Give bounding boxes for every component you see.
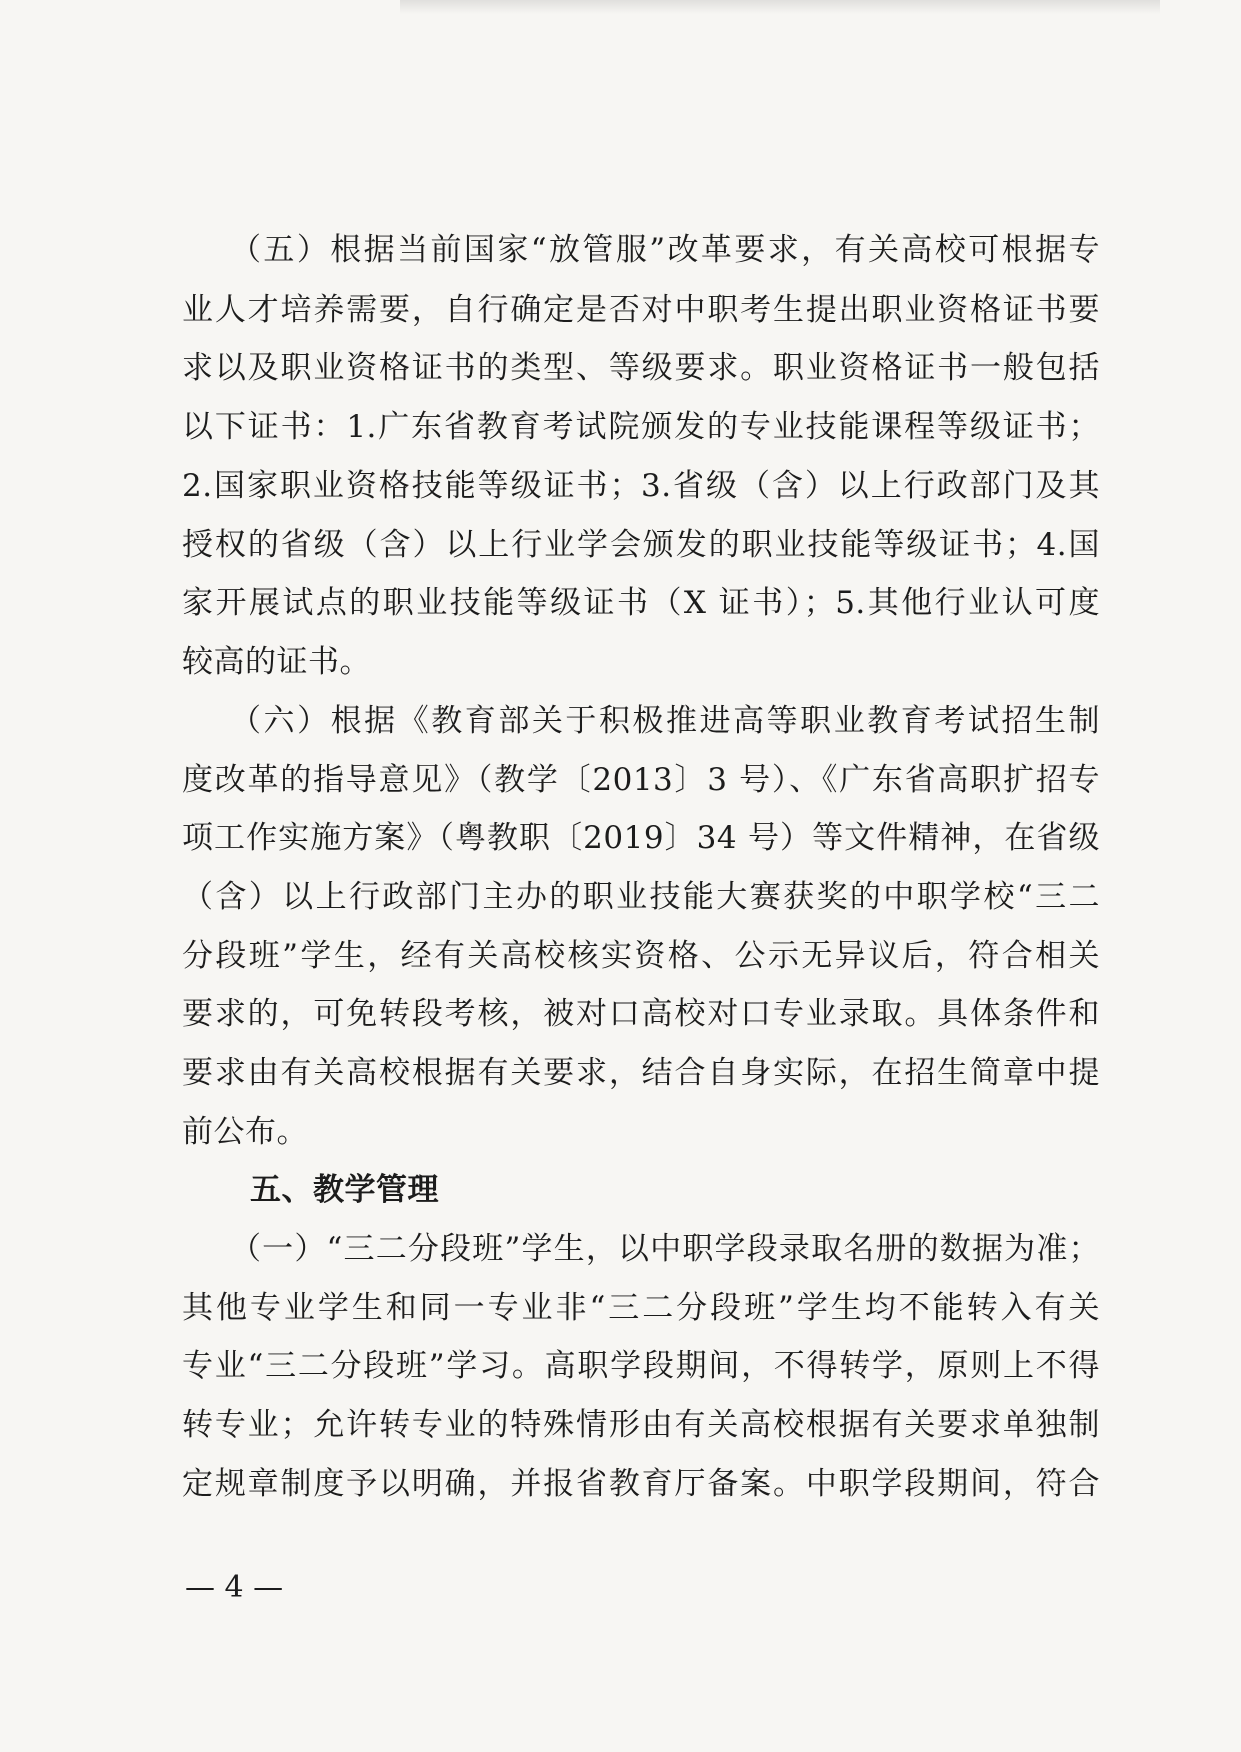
text-line-22: 定规章制度予以明确，并报省教育厅备案。中职学段期间，符合 (182, 1466, 1100, 1502)
text-line-8: 较高的证书。 (182, 644, 371, 680)
page-number: — 4 — (185, 1570, 284, 1605)
text-line-11: 项工作实施方案》（粤教职〔2019〕34 号）等文件精神，在省级 (182, 820, 1100, 856)
text-line-9: （六）根据《教育部关于积极推进高等职业教育考试招生制 (230, 703, 1100, 739)
text-line-16: 前公布。 (182, 1114, 308, 1150)
text-line-15: 要求由有关高校根据有关要求，结合自身实际，在招生简章中提 (182, 1055, 1100, 1091)
text-line-21: 转专业；允许转专业的特殊情形由有关高校根据有关要求单独制 (182, 1407, 1100, 1443)
text-line-13: 分段班”学生，经有关高校核实资格、公示无异议后，符合相关 (182, 938, 1100, 974)
text-line-4: 以下证书：1.广东省教育考试院颁发的专业技能课程等级证书； (182, 409, 1100, 445)
text-line-20: 专业“三二分段班”学习。高职学段期间，不得转学，原则上不得 (182, 1348, 1100, 1384)
text-line-6: 授权的省级（含）以上行业学会颁发的职业技能等级证书；4.国 (182, 527, 1100, 563)
text-line-2: 业人才培养需要，自行确定是否对中职考生提出职业资格证书要 (182, 292, 1100, 328)
text-line-5: 2.国家职业资格技能等级证书；3.省级（含）以上行政部门及其 (182, 468, 1100, 504)
scan-edge-shadow (400, 0, 1160, 14)
text-line-1: （五）根据当前国家“放管服”改革要求，有关高校可根据专 (230, 232, 1100, 268)
text-line-19: 其他专业学生和同一专业非“三二分段班”学生均不能转入有关 (182, 1290, 1100, 1326)
text-line-18: （一）“三二分段班”学生，以中职学段录取名册的数据为准； (230, 1231, 1100, 1267)
text-line-12: （含）以上行政部门主办的职业技能大赛获奖的中职学校“三二 (182, 879, 1100, 915)
text-line-14: 要求的，可免转段考核，被对口高校对口专业录取。具体条件和 (182, 996, 1100, 1032)
text-line-7: 家开展试点的职业技能等级证书（X 证书）；5.其他行业认可度 (182, 585, 1100, 621)
text-line-3: 求以及职业资格证书的类型、等级要求。职业资格证书一般包括 (182, 350, 1100, 386)
section-heading: 五、教学管理 (250, 1172, 439, 1208)
text-line-10: 度改革的指导意见》（教学〔2013〕3 号）、《广东省高职扩招专 (182, 762, 1100, 798)
